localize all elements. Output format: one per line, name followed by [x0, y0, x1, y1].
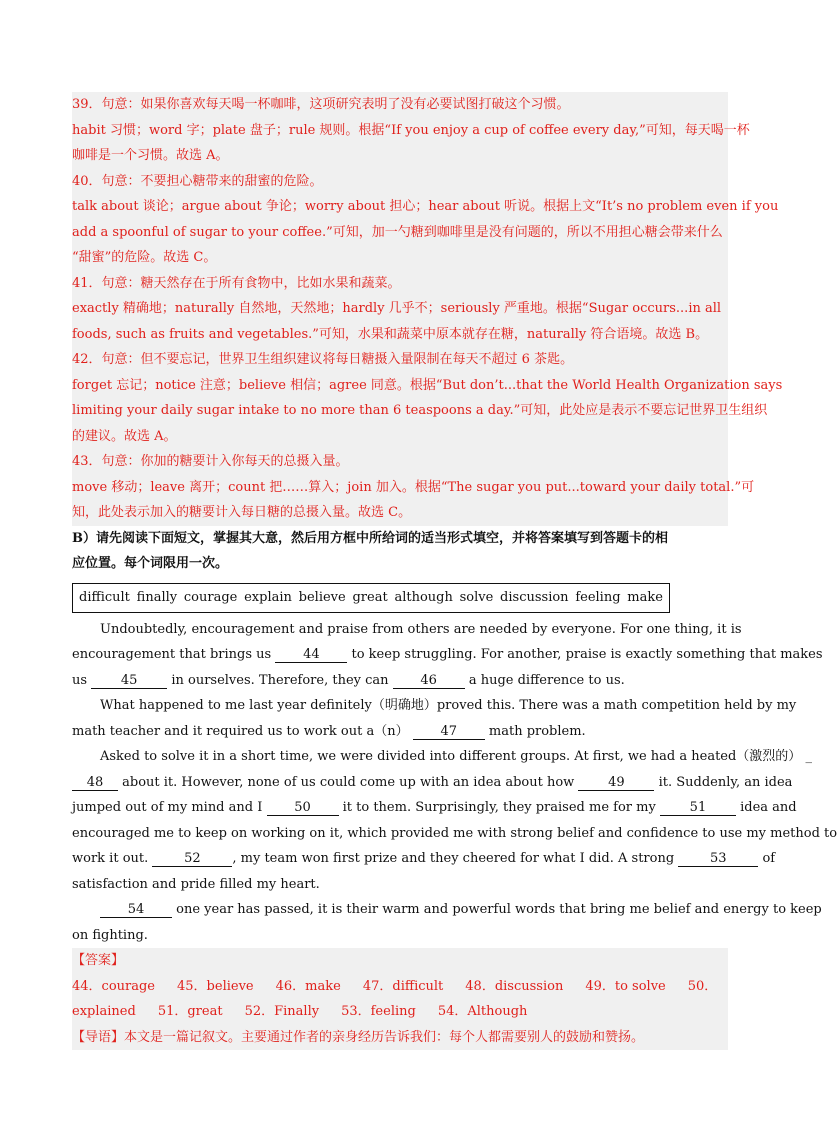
explanation-line: 41．句意：糖天然存在于所有食物中，比如水果和蔬菜。	[72, 275, 401, 291]
answer-item: 45．believe	[177, 978, 254, 994]
word-box-item: believe	[298, 589, 346, 605]
blank-44: 44	[275, 647, 347, 663]
explanation-line: move 移动；leave 离开；count 把……算入；join 加入。根据“The sugar you put...toward your daily total.”可	[72, 479, 755, 495]
word-box-item: feeling	[575, 589, 621, 605]
answer-item: explained	[72, 1004, 136, 1019]
explanation-line: 43．句意：你加的糖要计入你每天的总摄入量。	[72, 454, 349, 469]
explanation-line: add a spoonful of sugar to your coffee.”可知，加一勺糖到咖啡里是没有问题的，所以不用担心糖会带来什么	[72, 224, 723, 240]
passage-line: encouraged me to keep on working on it, which provided me with strong belief and confidence to use my method to	[72, 825, 837, 841]
explanation-line: forget 忘记；notice 注意；believe 相信；agree 同意。根据“But don’t...that the World Health Organization says	[72, 377, 783, 393]
answer-item: 44．courage	[72, 978, 156, 994]
explanation-line: 咖啡是一个习惯。故选 A。	[72, 148, 229, 163]
word-box-item: discussion	[500, 589, 569, 605]
blank-48: 48	[72, 775, 118, 791]
document-page	[72, 92, 837, 1050]
blank-46: 46	[393, 673, 465, 689]
word-box-item: finally	[136, 589, 178, 605]
passage-line: Undoubtedly, encouragement and praise from others are needed by everyone. For one thing, it is	[100, 621, 742, 637]
answer-item: 47．difficult	[362, 978, 444, 994]
word-box-item: great	[352, 589, 388, 605]
blank-52: 52	[152, 851, 232, 867]
blank-47: 47	[413, 724, 485, 740]
passage-line: 54 one year has passed, it is their warm and powerful words that bring me belief and energy to keep	[72, 897, 728, 923]
explanation-line: 的建议。故选 A。	[72, 428, 177, 444]
answer-item: 48．discussion	[465, 978, 564, 994]
word-box-item: solve	[459, 589, 494, 605]
explanation-line: exactly 精确地；naturally 自然地，天然地；hardly 几乎不；seriously 严重地。根据“Sugar occurs...in all	[72, 301, 722, 316]
word-box	[72, 583, 670, 613]
explanations-block	[72, 92, 783, 526]
answer-item: 53．feeling	[341, 1004, 416, 1019]
explanation-line: “甜蜜”的危险。故选 C。	[72, 250, 217, 265]
answer-item: 46．make	[275, 978, 341, 994]
passage-line: What happened to me last year definitely（明确地）proved this. There was a math competition held by my	[100, 698, 797, 713]
explanation-line: 40．句意：不要担心糖带来的甜蜜的危险。	[72, 173, 323, 189]
guide-text: 【导语】本文是一篇记叙文。主要通过作者的亲身经历告诉我们：每个人都需要别人的鼓励和赞扬。	[72, 1029, 645, 1045]
section-b-instruction: 应位置。每个词限用一次。	[72, 556, 229, 571]
passage-line: jumped out of my mind and I 50 it to them. Surprisingly, they praised me for my 51 idea and	[72, 800, 797, 815]
passage-line: us 45 in ourselves. Therefore, they can 46 a huge difference to us.	[72, 672, 625, 688]
passage-line: satisfaction and pride filled my heart.	[72, 876, 320, 892]
explanation-line: limiting your daily sugar intake to no more than 6 teaspoons a day.”可知，此处应是表示不要忘记世界卫生组织	[72, 403, 768, 418]
blank-49: 49	[578, 775, 654, 791]
answer-block	[72, 948, 728, 1050]
word-box-item: courage	[183, 589, 238, 605]
blank-45: 45	[91, 673, 167, 689]
answer-row	[72, 974, 728, 1000]
explanation-line: habit 习惯；word 字；plate 盘子；rule 规则。根据“If you enjoy a cup of coffee every day,”可知，每天喝一杯	[72, 122, 750, 138]
blank-54: 54	[100, 902, 172, 918]
blank-51: 51	[660, 800, 736, 816]
answer-item: 50．	[687, 978, 718, 994]
explanation-line: talk about 谈论；argue about 争论；worry about 担心；hear about 听说。根据上文“It’s no problem even if you	[72, 199, 779, 214]
passage-line: encouragement that brings us 44 to keep struggling. For another, praise is exactly something that makes	[72, 647, 823, 662]
answer-item: 52．Finally	[244, 1004, 320, 1019]
passage-line: on fighting.	[72, 927, 148, 943]
passage-line: math teacher and it required us to work out a（n） 47 math problem.	[72, 723, 586, 739]
blank-50: 50	[267, 800, 339, 816]
section-b-instruction: B）请先阅读下面短文，掌握其大意，然后用方框中所给词的适当形式填空，并将答案填写到答题卡的相	[72, 530, 668, 546]
answer-item: 51．great	[157, 1004, 223, 1019]
explanation-line: 知，此处表示加入的糖要计入每日糖的总摄入量。故选 C。	[72, 505, 412, 520]
answer-item: 49．to solve	[585, 978, 666, 994]
explanation-line: 42．句意：但不要忘记，世界卫生组织建议将每日糖摄入量限制在每天不超过 6 茶匙。	[72, 352, 574, 367]
explanation-line: foods, such as fruits and vegetables.”可知，水果和蔬菜中原本就存在糖，naturally 符合语境。故选 B。	[72, 326, 709, 342]
passage-line: 48 about it. However, none of us could come up with an idea about how 49 it. Suddenly, an idea	[72, 770, 728, 796]
passage	[72, 617, 837, 949]
passage-line: Asked to solve it in a short time, we were divided into different groups. At first, we had a heated（激烈的） _	[100, 749, 812, 764]
word-box-item: make	[627, 589, 663, 605]
word-box-item: although	[394, 589, 453, 605]
blank-53: 53	[678, 851, 758, 867]
passage-line: work it out. 52 , my team won first prize and they cheered for what I did. A strong 53 of	[72, 851, 776, 866]
explanation-line: 39．句意：如果你喜欢每天喝一杯咖啡，这项研究表明了没有必要试图打破这个习惯。	[72, 97, 570, 112]
answer-row	[72, 999, 728, 1025]
answer-item: 54．Although	[437, 1004, 528, 1019]
word-box-item: difficult	[79, 589, 130, 605]
word-box-item: explain	[244, 589, 292, 605]
answer-heading: 【答案】	[72, 953, 125, 968]
